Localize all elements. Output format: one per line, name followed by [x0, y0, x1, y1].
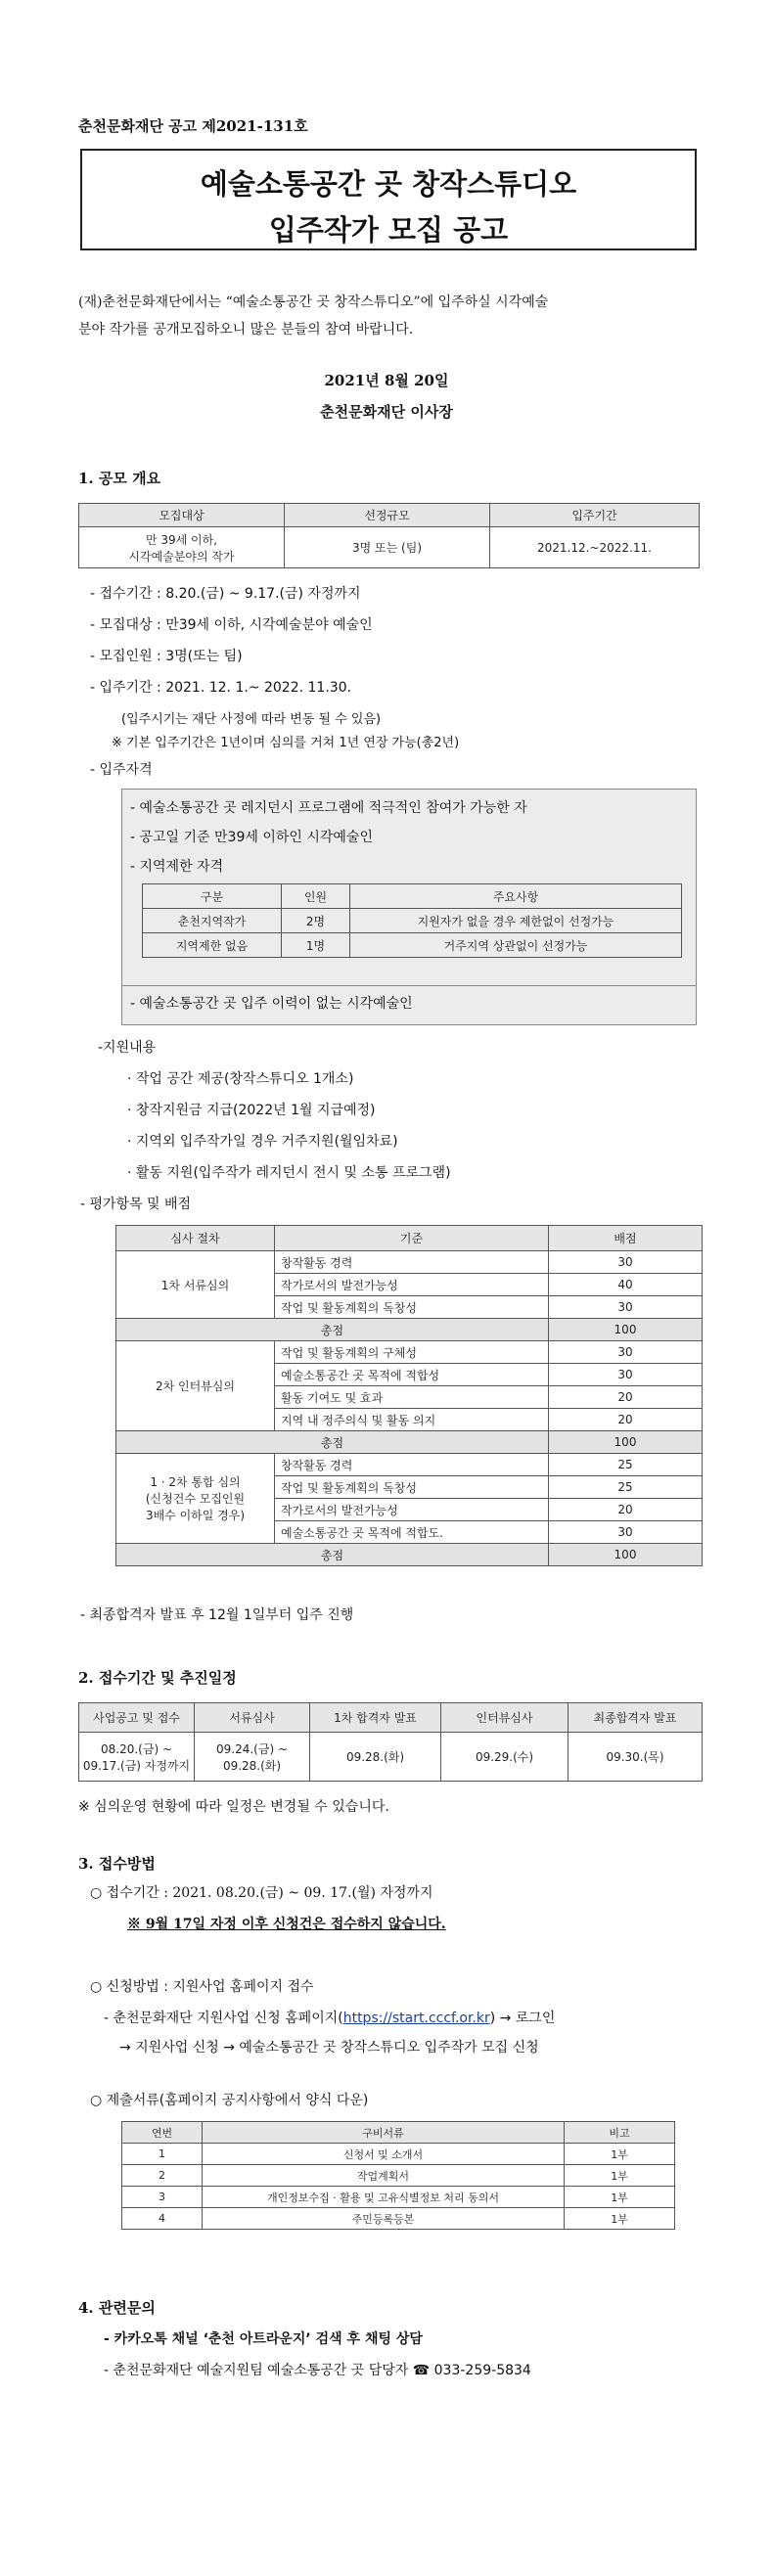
eval-criterion: 예술소통공간 곳 목적에 적합성 — [275, 1364, 549, 1386]
title-line-1: 예술소통공간 곳 창작스튜디오 — [200, 167, 577, 201]
schedule-note: ※ 심의운영 현황에 따라 일정은 변경될 수 있습니다. — [78, 1799, 389, 1815]
note-period: (입주시기는 재단 사정에 따라 변동 될 수 있음) — [121, 712, 382, 727]
eval-score: 30 — [549, 1341, 703, 1364]
title-line-2: 입주작가 모집 공고 — [268, 213, 509, 247]
eval-stage-3 — [116, 1454, 275, 1544]
eval-stage-2: 2차 인터뷰심의 — [116, 1341, 275, 1431]
documents-cell: 1부 — [565, 2144, 675, 2165]
qualification-item-last: - 예술소통공간 곳 입주 이력이 없는 시각예술인 — [130, 996, 413, 1012]
region-cell: 지원자가 없을 경우 제한없이 선정가능 — [350, 909, 682, 933]
eval-criterion: 활동 기여도 및 효과 — [275, 1386, 549, 1409]
documents-cell: 1부 — [565, 2187, 675, 2208]
eval-criterion: 작가로서의 발전가능성 — [275, 1499, 549, 1521]
support-item: · 지역외 입주작가일 경우 거주지원(월임차료) — [127, 1134, 398, 1150]
receipt-warning: ※ 9월 17일 자정 이후 신청건은 접수하지 않습니다. — [127, 1917, 446, 1932]
eval-header: 기준 — [275, 1226, 549, 1251]
eval-score: 30 — [549, 1296, 703, 1319]
section-2-heading: 2. 접수기간 및 추진일정 — [78, 1669, 237, 1687]
eval-score: 30 — [549, 1521, 703, 1544]
eval-score: 20 — [549, 1409, 703, 1431]
region-header: 주요사항 — [350, 884, 682, 909]
documents-cell: 개인정보수집 · 활용 및 고유식별정보 처리 동의서 — [203, 2187, 565, 2208]
schedule-header: 인터뷰심사 — [441, 1703, 568, 1733]
eval-criterion: 작업 및 활동계획의 독창성 — [275, 1476, 549, 1499]
title-box — [80, 149, 697, 250]
bullet-count: - 모집인원 : 3명(또는 팀) — [90, 649, 243, 664]
summary-scale: 3명 또는 (팀) — [285, 527, 490, 568]
eval-score: 40 — [549, 1274, 703, 1296]
schedule-receipt — [79, 1733, 195, 1782]
summary-period: 2021.12.~2022.11. — [490, 527, 700, 568]
documents-cell: 신청서 및 소개서 — [203, 2144, 565, 2165]
summary-header: 선정규모 — [285, 504, 490, 527]
contact-phone: - 춘천문화재단 예술지원팀 예술소통공간 곳 담당자 ☎ 033-259-5834 — [104, 2363, 531, 2378]
eval-total-label: 총점 — [116, 1431, 549, 1454]
section-1-heading: 1. 공모 개요 — [78, 470, 161, 487]
bullet-receipt: - 접수기간 : 8.20.(금) ~ 9.17.(금) 자정까지 — [90, 586, 361, 602]
documents-header: 연번 — [122, 2122, 203, 2144]
summary-table — [78, 503, 700, 568]
documents-cell: 작업계획서 — [203, 2165, 565, 2187]
region-header: 인원 — [282, 884, 350, 909]
eval-total-label: 총점 — [116, 1319, 549, 1341]
documents-cell: 주민등록등본 — [203, 2208, 565, 2230]
note-extension: ※ 기본 입주기간은 1년이며 심의를 거쳐 1년 연장 가능(총2년) — [112, 736, 460, 750]
apply-method-prefix: - 춘천문화재단 지원사업 신청 홈페이지( — [104, 2011, 343, 2026]
eval-score: 30 — [549, 1364, 703, 1386]
schedule-receipt-line-1: 08.20.(금) ~ — [101, 1741, 172, 1756]
schedule-review-line-1: 09.24.(금) ~ — [216, 1741, 288, 1756]
eval-criterion: 창작활동 경력 — [275, 1251, 549, 1274]
eval-criterion: 작업 및 활동계획의 구체성 — [275, 1341, 549, 1364]
documents-cell: 1부 — [565, 2165, 675, 2187]
date: 2021년 8월 20일 — [324, 372, 449, 389]
eval-total-label: 총점 — [116, 1544, 549, 1566]
eval-total-value: 100 — [549, 1319, 703, 1341]
summary-target — [79, 527, 285, 568]
documents-cell: 3 — [122, 2187, 203, 2208]
region-cell: 지역제한 없음 — [143, 933, 282, 958]
receipt-period: ○ 접수기간 : 2021. 08.20.(금) ~ 09. 17.(월) 자정까지 — [90, 1885, 433, 1901]
documents-cell: 1 — [122, 2144, 203, 2165]
eval-score: 20 — [549, 1499, 703, 1521]
schedule-table — [78, 1702, 703, 1782]
summary-header: 입주기간 — [490, 504, 700, 527]
eval-score: 20 — [549, 1386, 703, 1409]
eval-score: 25 — [549, 1476, 703, 1499]
qualification-item: - 공고일 기준 만39세 이하인 시각예술인 — [130, 830, 373, 845]
schedule-review — [195, 1733, 310, 1782]
qualification-item: - 예술소통공간 곳 레지던시 프로그램에 적극적인 참여가 가능한 자 — [130, 800, 527, 816]
schedule-first-announce: 09.28.(화) — [310, 1733, 441, 1782]
summary-target-line-1: 만 39세 이하, — [145, 532, 218, 547]
documents-cell: 2 — [122, 2165, 203, 2187]
region-header: 구분 — [143, 884, 282, 909]
summary-target-line-2: 시각예술분야의 작가 — [128, 549, 235, 564]
support-item: · 활동 지원(입주작가 레지던시 전시 및 소통 프로그램) — [127, 1165, 451, 1181]
eval-criterion: 예술소통공간 곳 목적에 적합도. — [275, 1521, 549, 1544]
bullet-target: - 모집대상 : 만39세 이하, 시각예술분야 예술인 — [90, 617, 373, 633]
region-table — [142, 883, 682, 958]
schedule-review-line-2: 09.28.(화) — [222, 1758, 282, 1773]
support-heading: -지원내용 — [98, 1040, 157, 1056]
eval-stage-3-line-2: (신청건수 모집인원 — [145, 1492, 246, 1506]
intro-line-2: 분야 작가를 공개모집하오니 많은 분들의 참여 바랍니다. — [78, 322, 414, 338]
section-4-heading: 4. 관련문의 — [78, 2299, 156, 2317]
final-note: - 최종합격자 발표 후 12월 1일부터 입주 진행 — [80, 1607, 354, 1623]
schedule-final-announce: 09.30.(목) — [568, 1733, 703, 1782]
schedule-header: 서류심사 — [195, 1703, 310, 1733]
support-item: · 작업 공간 제공(창작스튜디오 1개소) — [127, 1071, 354, 1087]
documents-header: 비고 — [565, 2122, 675, 2144]
region-cell: 춘천지역작가 — [143, 909, 282, 933]
eval-criterion: 작가로서의 발전가능성 — [275, 1274, 549, 1296]
documents-cell: 4 — [122, 2208, 203, 2230]
schedule-header: 최종합격자 발표 — [568, 1703, 703, 1733]
bullet-period: - 입주기간 : 2021. 12. 1.~ 2022. 11.30. — [90, 680, 352, 696]
contact-kakao: - 카카오톡 채널 ‘춘천 아트라운지’ 검색 후 채팅 상담 — [104, 2331, 423, 2347]
qualification-box — [121, 789, 697, 1025]
intro-line-1: (재)춘천문화재단에서는 “예술소통공간 곳 창작스튜디오”에 입주하실 시각예술 — [78, 294, 549, 310]
support-item: · 창작지원금 지급(2022년 1월 지급예정) — [127, 1103, 376, 1118]
apply-method-line-2: → 지원사업 신청 → 예술소통공간 곳 창작스튜디오 입주작가 모집 신청 — [119, 2040, 539, 2056]
schedule-receipt-line-2: 09.17.(금) 자정까지 — [82, 1758, 191, 1773]
divider — [122, 985, 696, 986]
eval-total-value: 100 — [549, 1544, 703, 1566]
eval-criterion: 작업 및 활동계획의 독창성 — [275, 1296, 549, 1319]
eval-header: 심사 절차 — [116, 1226, 275, 1251]
schedule-header: 사업공고 및 접수 — [79, 1703, 195, 1733]
summary-header: 모집대상 — [79, 504, 285, 527]
evaluation-table — [115, 1225, 703, 1566]
doc-number: 춘천문화재단 공고 제2021-131호 — [78, 117, 308, 135]
eval-stage-3-line-3: 3배수 이하일 경우) — [145, 1509, 246, 1522]
schedule-interview: 09.29.(수) — [441, 1733, 568, 1782]
eval-header: 배점 — [549, 1226, 703, 1251]
documents-table — [121, 2121, 675, 2230]
eval-criterion: 창작활동 경력 — [275, 1454, 549, 1476]
documents-heading: ○ 제출서류(홈페이지 공지사항에서 양식 다운) — [90, 2093, 369, 2108]
eval-total-value: 100 — [549, 1431, 703, 1454]
qualification-heading: - 입주자격 — [90, 762, 153, 778]
eval-score: 25 — [549, 1454, 703, 1476]
apply-method: ○ 신청방법 : 지원사업 홈페이지 접수 — [90, 1979, 314, 1995]
apply-method-line-1 — [104, 2008, 555, 2027]
evaluation-heading: - 평가항목 및 배점 — [80, 1197, 192, 1212]
schedule-header: 1차 합격자 발표 — [310, 1703, 441, 1733]
documents-cell: 1부 — [565, 2208, 675, 2230]
eval-stage-3-line-1: 1 · 2차 통합 심의 — [150, 1475, 241, 1489]
apply-method-suffix: ) → 로그인 — [489, 2011, 556, 2026]
region-cell: 1명 — [282, 933, 350, 958]
section-3-heading: 3. 접수방법 — [78, 1855, 156, 1873]
eval-criterion: 지역 내 정주의식 및 활동 의지 — [275, 1409, 549, 1431]
documents-header: 구비서류 — [203, 2122, 565, 2144]
eval-score: 30 — [549, 1251, 703, 1274]
homepage-link[interactable]: https://start.cccf.or.kr — [342, 2011, 490, 2026]
qualification-item: - 지역제한 자격 — [130, 859, 224, 875]
region-cell: 거주지역 상관없이 선정가능 — [350, 933, 682, 958]
region-cell: 2명 — [282, 909, 350, 933]
issuer: 춘천문화재단 이사장 — [320, 403, 453, 421]
eval-stage-1: 1차 서류심의 — [116, 1251, 275, 1319]
